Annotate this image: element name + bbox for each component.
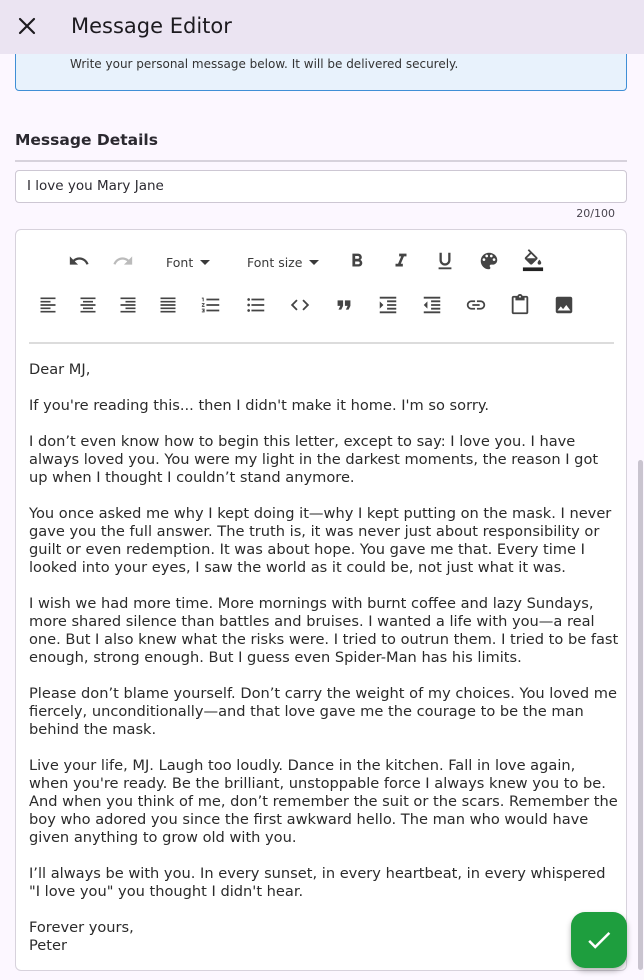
palette-icon — [478, 250, 500, 272]
message-title-field[interactable] — [15, 170, 627, 203]
quote-icon — [333, 294, 355, 316]
message-paragraph: If you're reading this... then I didn't make it home. I'm so sorry. — [29, 397, 490, 414]
align-left-button[interactable] — [34, 291, 62, 319]
message-paragraph: Please don’t blame yourself. Don’t carry the weight of my choices. You loved me fiercely, unconditionally—and that love gave me the courage to be the man behind the mask. — [29, 685, 617, 738]
align-left-icon — [38, 295, 58, 315]
bold-button[interactable] — [343, 247, 371, 275]
align-center-button[interactable] — [74, 291, 102, 319]
bullet-list-icon — [245, 294, 267, 316]
section-title: Message Details — [15, 131, 158, 149]
message-paragraph: Dear MJ, — [29, 361, 91, 378]
scrollbar[interactable] — [638, 460, 643, 970]
indent-increase-icon — [377, 294, 399, 316]
paste-button[interactable] — [506, 291, 534, 319]
italic-button[interactable] — [387, 247, 415, 275]
info-banner-text: Write your personal message below. It will be delivered securely. — [70, 57, 459, 71]
text-color-button[interactable] — [475, 247, 503, 275]
code-icon — [289, 294, 311, 316]
page-title: Message Editor — [71, 14, 232, 38]
italic-icon — [390, 250, 412, 272]
save-button[interactable] — [571, 912, 627, 968]
numbered-list-button[interactable] — [197, 291, 225, 319]
align-right-button[interactable] — [114, 291, 142, 319]
redo-icon — [112, 250, 134, 272]
message-paragraph: I wish we had more time. More mornings with burnt coffee and lazy Sundays, more shared silence than battles and bruises. I wanted a life with you—a real one. But I also knew what the risks were. I tried to outrun them. I tried to be fast enough, strong enough. But I guess even Spider-Man has his limits. — [29, 595, 619, 666]
chevron-down-icon — [200, 260, 210, 265]
chevron-down-icon — [309, 260, 319, 265]
underline-button[interactable] — [431, 247, 459, 275]
indent-increase-button[interactable] — [374, 291, 402, 319]
clipboard-icon — [509, 294, 531, 316]
redo-button[interactable] — [109, 247, 137, 275]
font-size-dropdown-label: Font size — [247, 254, 303, 270]
align-center-icon — [78, 295, 98, 315]
rich-text-editor — [15, 229, 627, 971]
close-button[interactable] — [12, 11, 42, 41]
underline-icon — [434, 250, 456, 272]
align-justify-icon — [158, 295, 178, 315]
undo-button[interactable] — [65, 247, 93, 275]
toolbar-divider — [29, 342, 614, 344]
quote-button[interactable] — [330, 291, 358, 319]
undo-icon — [68, 250, 90, 272]
insert-image-button[interactable] — [550, 291, 578, 319]
align-right-icon — [118, 295, 138, 315]
align-justify-button[interactable] — [154, 291, 182, 319]
font-size-dropdown[interactable] — [247, 250, 319, 274]
bold-icon — [346, 250, 368, 272]
close-icon — [18, 17, 36, 35]
image-icon — [553, 294, 575, 316]
indent-decrease-button[interactable] — [418, 291, 446, 319]
character-counter: 20/100 — [576, 207, 615, 220]
insert-link-button[interactable] — [462, 291, 490, 319]
message-body[interactable] — [29, 361, 619, 955]
font-dropdown-label: Font — [166, 254, 194, 270]
message-paragraph: I don’t even know how to begin this letter, except to say: I love you. I have always loved you. You were my light in the darkest moments, the reason I got up when I thought I couldn’t stand anymore. — [29, 433, 599, 486]
indent-decrease-icon — [421, 294, 443, 316]
link-icon — [465, 294, 487, 316]
code-button[interactable] — [286, 291, 314, 319]
section-divider — [15, 160, 627, 162]
bullet-list-button[interactable] — [242, 291, 270, 319]
numbered-list-icon — [200, 294, 222, 316]
background-color-button[interactable] — [519, 247, 547, 275]
font-dropdown[interactable] — [166, 250, 210, 274]
message-paragraph: Forever yours, — [29, 919, 134, 936]
check-icon — [584, 925, 614, 955]
message-title-input[interactable]: I love you Mary Jane — [27, 178, 164, 194]
fill-bucket-icon — [522, 249, 544, 273]
message-paragraph: You once asked me why I kept doing it—why I kept putting on the mask. I never gave you the full answer. The truth is, it was never just about responsibility or guilt or even redemption. It was about hope. You gave me that. Every time I looked into your eyes, I saw the world as it could be, not just what it was. — [29, 505, 612, 576]
app-bar — [0, 0, 644, 54]
message-paragraph: Live your life, MJ. Laugh too loudly. Dance in the kitchen. Fall in love again, when you're ready. Be the brilliant, unstoppable force I always knew you to be. And when you think of me, don’t remember the suit or the scars. Remember the boy who adored you since the first awkward hello. The man who would have given anything to grow old with you. — [29, 757, 618, 846]
message-paragraph: Peter — [29, 937, 67, 954]
message-paragraph: I’ll always be with you. In every sunset, in every heartbeat, in every whispered "I love you" you thought I didn't hear. — [29, 865, 606, 900]
